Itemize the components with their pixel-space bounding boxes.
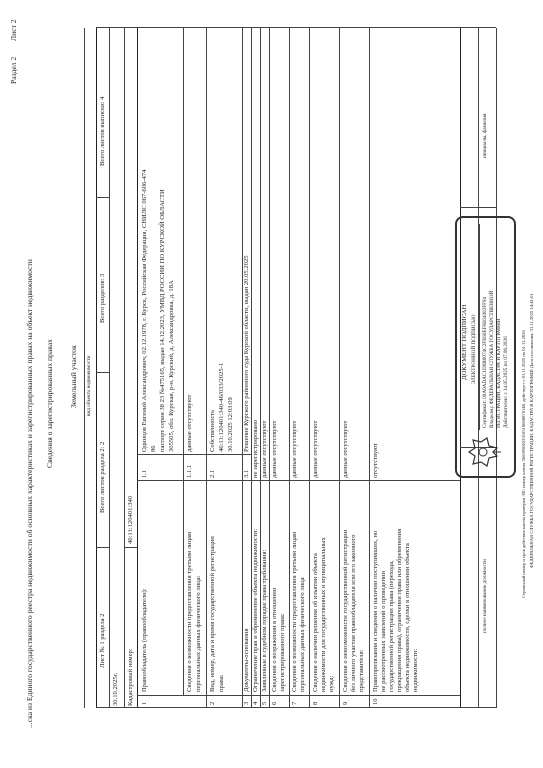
row-9-value: данные отсутствуют	[342, 420, 349, 478]
row-3-sub: 3.1	[243, 469, 250, 478]
cadastral-value: 46:11:120401:340	[127, 495, 134, 544]
row-7-value: данные отсутствуют	[291, 420, 298, 478]
section-subtitle: Сведения о зарегистрированных правах	[45, 339, 54, 468]
section-label: Раздел 2	[9, 56, 18, 84]
row-9-num: 9	[342, 701, 349, 705]
row-8-value: данные отсутствуют	[312, 420, 319, 478]
stamp-line-3: РЕГИСТРАЦИИ, КАДАСТРА И КАРТОГРАФИИ	[496, 318, 502, 428]
row-1-value-4: 305505, обл. Курская, р-н. Курский, д. Александровка, д. 18А	[168, 280, 175, 452]
row-2-value-1: Собственность	[209, 409, 216, 452]
row-10-label-1: Правопритязания и сведения о наличии поступивших, но	[372, 530, 379, 692]
row-7-label-2: персональных данных физического лица	[299, 577, 306, 692]
stamp-line-1: Сертификат: 00A0ADAC1D0B0074C2FE60EF8E64002FF94	[482, 296, 488, 428]
row-2-label-2: права:	[218, 674, 225, 692]
row-2-label-1: Вид, номер, дата и время государственной регистрации	[209, 536, 216, 692]
total-sheets-extract: Всего листов выписки: 4	[99, 96, 106, 166]
row-8-label-3: нужд:	[328, 675, 335, 692]
row-1-label: Правообладатель (правообладатели):	[141, 588, 148, 692]
row-2-value-3: 30.10.2025 12:03:09	[227, 397, 234, 452]
row-10-label-2: не рассмотренных заявлений о проведении	[380, 570, 387, 692]
row-9-label-1: Сведения о невозможности государственной регистрации	[342, 529, 349, 692]
total-sections: Всего разделов: 3	[99, 273, 106, 323]
row-1-1-1-label-1: Сведения о возможности предоставления третьим лицам	[186, 531, 193, 692]
stamp-line-4: Действителен: с 14.05.2025 по 07.08.2026	[503, 336, 509, 428]
row-2-num: 2	[209, 701, 216, 705]
row-7-label-1: Сведения о возможности предоставления третьим лицам	[291, 531, 298, 692]
stamp-line-2: Владелец: ФЕДЕРАЛЬНАЯ СЛУЖБА ГОСУДАРСТВЕННОЙ	[489, 290, 495, 428]
row-3-num: 3	[243, 701, 250, 705]
row-5-label: Заявленные в судебном порядке права требования:	[261, 549, 268, 692]
row-8-label-2: недвижимости для государственных и муниципальных	[320, 537, 327, 692]
row-9-label-3: представителя:	[358, 649, 365, 692]
row-10-label-3: государственной регистрации права (перехода,	[388, 560, 395, 692]
row-10-value: отсутствуют	[372, 443, 379, 478]
row-1-1-1-value: данные отсутствуют	[186, 394, 193, 452]
extract-date: 30.10.2025г.	[112, 672, 119, 706]
row-1-1-1-label-2: персональных данных физического лица:	[195, 575, 202, 692]
row-7-num: 7	[291, 701, 298, 705]
row-3-label: Документы-основания	[243, 628, 250, 692]
row-1-num: 1	[141, 701, 148, 705]
row-6-label-1: Сведения о возражении в отношении	[271, 587, 278, 692]
stamp-title: ДОКУМЕНТ ПОДПИСАН	[461, 304, 468, 380]
initials-caption: инициалы, фамилия	[482, 113, 488, 158]
object-type-caption: вид объекта недвижимости	[86, 355, 92, 416]
row-5-value: данные отсутствуют	[261, 420, 268, 478]
row-9-label-2: без личного участия правообладателя или его законного	[350, 534, 357, 692]
row-10-label-4: прекращения права), ограничения права или обременения	[396, 528, 403, 692]
row-8-label-1: Сведения о наличии решения об изъятии объекта	[312, 553, 319, 692]
position-caption: полное наименование должности	[482, 559, 488, 633]
row-4-label: Ограничение прав и обременение объекта недвижимости:	[252, 528, 259, 692]
coat-of-arms-icon	[467, 436, 503, 468]
electronic-signature-stamp	[455, 216, 516, 478]
sheet-number: Лист № 1 раздела 2	[99, 613, 106, 668]
row-1-value-1: Одинцов Евгений Александрович, 02.12.1978, г. Курск, Российская Федерация, СНИЛС 067-606-474	[141, 169, 148, 452]
row-5-num: 5	[261, 701, 268, 705]
row-6-num: 6	[271, 701, 278, 705]
row-4-num: 4	[252, 701, 259, 705]
row-1-value-2: 86	[150, 445, 157, 452]
row-2-sub: 2.1	[209, 469, 216, 478]
sheet-label: Лист 2	[9, 19, 18, 41]
row-10-label-6: недвижимости:	[412, 648, 419, 692]
row-6-value: данные отсутствуют	[271, 420, 278, 478]
footer-tiny-line-1: Сервисный номер и срок действия ключа проверки ЭП: номер ключа 3665950653316519868876148, действует с 01.11.2025 по 01.11.2026	[521, 330, 526, 598]
row-1-value-3: паспорт серия 38 23 №475165, выдан 14.12.2023, УМВД РОССИИ ПО КУРСКОЙ ОБЛАСТИ	[159, 189, 166, 452]
cadastral-label: Кадастровый номер:	[127, 648, 134, 706]
row-6-label-2: зарегистрированного права:	[279, 613, 286, 692]
row-4-value: не зарегистрировано	[252, 419, 259, 478]
row-3-value: Решение Курского районного суда Курской области, выдан 20.05.2025	[243, 255, 250, 452]
row-1-sub: 1.1	[141, 469, 148, 478]
row-10-label-5: объекта недвижимости, сделки в отношении объекта	[404, 543, 411, 692]
row-10-num: 10	[372, 698, 379, 705]
row-2-value-2: 46:11:120401:340-46/033/2025-1	[218, 362, 225, 452]
object-type: Земельный участок	[69, 345, 78, 408]
footer-tiny-line-2: ФЕДЕРАЛЬНАЯ СЛУЖБА ГОСУДАРСТВЕННОЙ РЕГИСТРАЦИИ, КАДАСТРА И КАРТОГРАФИИ Дата составления: 31.11.2025 14:41:01	[529, 293, 534, 568]
total-sheets-section: Всего листов раздела 2: 2	[99, 441, 106, 513]
row-8-num: 8	[312, 701, 319, 705]
row-1-1-1-sub: 1.1.1	[186, 464, 193, 478]
stamp-subtitle: ЭЛЕКТРОННОЙ ПОДПИСЬЮ	[471, 314, 477, 384]
document-title: ...ска из Единого государственного реестра недвижимости об основных характеристиках и зарегистрированных правах на объект недвижимости	[25, 259, 34, 728]
